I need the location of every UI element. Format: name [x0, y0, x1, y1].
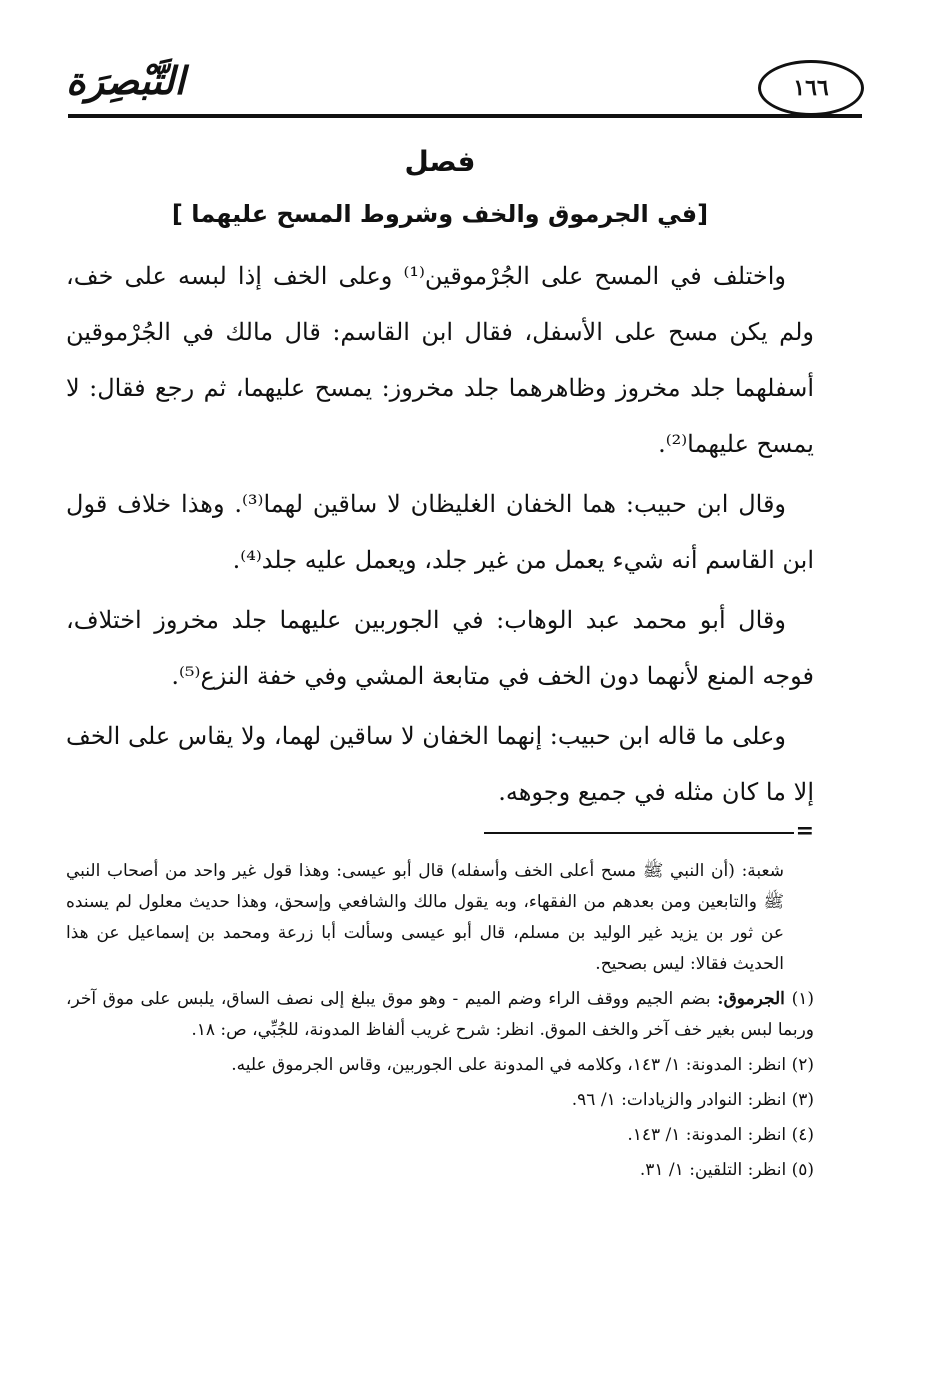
paragraph-4: وعلى ما قاله ابن حبيب: إنهما الخفان لا ساقين لهما، ولا يقاس على الخف إلا ما كان مثله في جميع وجوهه. [66, 722, 814, 806]
footnote-2 [66, 1050, 814, 1081]
footnote-text: انظر: المدونة: ١/ ١٤٣، وكلامه في المدونة على الجوربين، وقاس الجرموق عليه. [231, 1055, 787, 1075]
separator-mark: = [795, 818, 814, 844]
header-rule [68, 114, 862, 118]
footnote-5 [66, 1155, 814, 1186]
footnote-text: بضم الجيم ووقف الراء وضم الميم - وهو موق يبلغ إلى نصف الساق، يلبس على موق آخر، وربما لبس بغير خف آخر والخف الموق. انظر: شرح غريب ألفاظ المدونة، للجُبِّي، ص: ١٨. [66, 989, 814, 1040]
footnote-number: (٢) [791, 1055, 814, 1075]
footnote-3 [66, 1085, 814, 1116]
paragraph-3: وقال أبو محمد عبد الوهاب: في الجوربين عليهما جلد مخروز اختلاف، فوجه المنع لأنهما دون الخف في متابعة المشي وفي خفة النزع⁽⁵⁾. [66, 606, 814, 690]
paragraph-2: وقال ابن حبيب: هما الخفان الغليظان لا ساقين لهما⁽³⁾. وهذا خلاف قول ابن القاسم أنه شيء يعمل من غير جلد، ويعمل عليه جلد⁽⁴⁾. [66, 490, 814, 574]
footnotes [66, 856, 814, 1190]
footnote-continuation: شعبة: (أن النبي ﷺ مسح أعلى الخف وأسفله) قال أبو عيسى: وهذا قول غير واحد من أصحاب النبي ﷺ والتابعين ومن بعدهم من الفقهاء، وبه يقول مالك والشافعي وإسحق، وهذا حديث معلول لم يسنده عن ثور بن يزيد غير الوليد بن مسلم، قال أبو عيسى وسألت أبا زرعة ومحمد بن إسماعيل عن هذا الحديث فقالا: ليس بصحيح. [66, 861, 784, 974]
footnote-separator [484, 820, 814, 844]
footnote-text: انظر: المدونة: ١/ ١٤٣. [627, 1125, 787, 1145]
paragraph-1: واختلف في المسح على الجُرْموقين⁽¹⁾ وعلى الخف إذا لبسه على خف، ولم يكن مسح على الأسفل، فقال ابن القاسم: قال مالك في الجُرْموقين أسفلهما جلد مخروز وظاهرهما جلد مخروز: يمسح عليهما، ثم رجع فقال: لا يمسح عليهما⁽²⁾. [66, 262, 814, 458]
footnote-number: (٣) [791, 1090, 814, 1110]
footnote-text: انظر: التلقين: ١/ ٣١. [639, 1160, 787, 1180]
page-number: ١٦٦ [793, 75, 829, 101]
footnote-4 [66, 1120, 814, 1151]
section-subheading: [في الجرموق والخف وشروط المسح عليهما ] [171, 200, 709, 228]
footnote-number: (١) [791, 989, 815, 1009]
section-heading: فصل [404, 145, 476, 178]
separator-line [484, 832, 794, 834]
book-title-logo: التَّبْصِرَة [66, 58, 185, 103]
footnote-1 [66, 984, 814, 1046]
footnote-number: (٥) [791, 1160, 814, 1180]
footnote-number: (٤) [791, 1125, 814, 1145]
page-header [60, 50, 874, 125]
main-text [66, 145, 814, 824]
page-number-oval [758, 60, 864, 116]
footnote-term: الجرموق: [717, 989, 785, 1009]
footnote-text: انظر: النوادر والزيادات: ١/ ٩٦. [571, 1090, 787, 1110]
